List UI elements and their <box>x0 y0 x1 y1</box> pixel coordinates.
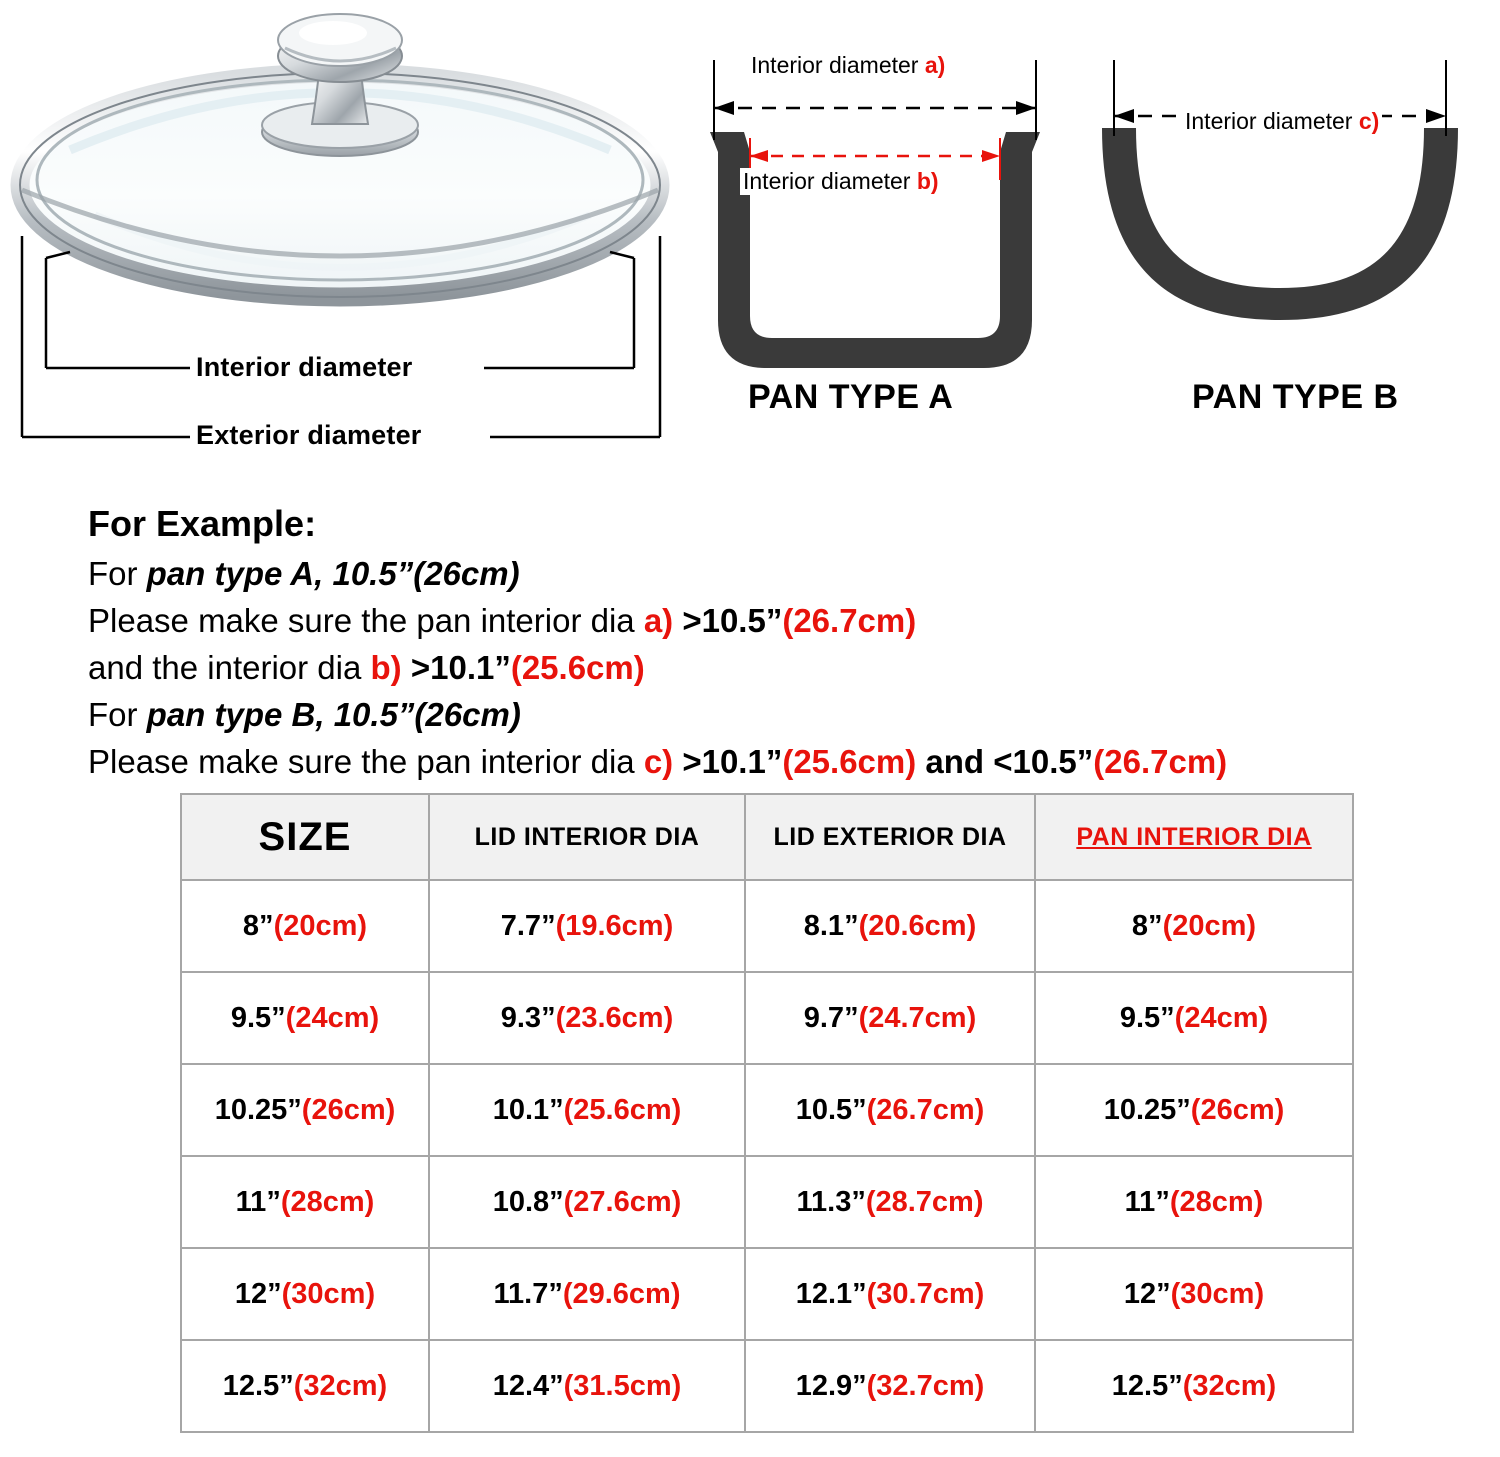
cell-lid-ext-cm: (24.7cm) <box>858 1001 977 1034</box>
pan-a-dim-a-text: Interior diameter <box>751 52 925 78</box>
cell-lid-int-in: 12.4” <box>492 1369 564 1402</box>
cell-size-in: 10.25” <box>214 1093 302 1126</box>
pan-a-dim-a-letter: a) <box>924 52 946 78</box>
example-line-5-mid-2: and <10.5” <box>916 743 1094 780</box>
cell-lid-interior <box>429 1340 745 1432</box>
cell-pan-int-in: 9.5” <box>1119 1001 1175 1034</box>
size-chart-table <box>180 793 1354 1433</box>
example-line-5 <box>88 738 1468 785</box>
table-header-pan-interior: PAN INTERIOR DIA <box>1035 794 1353 880</box>
cell-lid-int-cm: (27.6cm) <box>563 1185 682 1218</box>
cell-pan-interior <box>1035 1156 1353 1248</box>
cell-pan-interior <box>1035 1340 1353 1432</box>
table-row <box>181 1156 1353 1248</box>
example-line-2-prefix: Please make sure the pan interior dia <box>88 602 644 639</box>
cell-size-in: 12.5” <box>222 1369 294 1402</box>
cell-pan-interior <box>1035 972 1353 1064</box>
cell-pan-int-in: 8” <box>1131 909 1163 942</box>
table-header-lid-exterior: LID EXTERIOR DIA <box>745 794 1035 880</box>
pan-b-dim-c-text: Interior diameter <box>1185 108 1359 134</box>
cell-pan-interior <box>1035 1064 1353 1156</box>
cell-size-cm: (28cm) <box>280 1185 375 1218</box>
cell-size <box>181 1248 429 1340</box>
cell-lid-ext-cm: (28.7cm) <box>865 1185 984 1218</box>
table-body <box>181 880 1353 1432</box>
cell-lid-int-cm: (29.6cm) <box>562 1277 681 1310</box>
example-line-1-prefix: For <box>88 555 147 592</box>
example-line-3-prefix: and the interior dia <box>88 649 371 686</box>
cell-pan-int-in: 10.25” <box>1103 1093 1191 1126</box>
cell-lid-exterior <box>745 1156 1035 1248</box>
cell-pan-int-cm: (32cm) <box>1182 1369 1277 1402</box>
example-line-1 <box>88 550 1468 597</box>
pan-type-a-caption: PAN TYPE A <box>748 378 954 416</box>
cell-size-in: 8” <box>242 909 274 942</box>
pan-a-dim-b-letter: b) <box>916 168 939 194</box>
example-line-5-red-2: (26.7cm) <box>1093 743 1228 780</box>
table-row <box>181 1064 1353 1156</box>
cell-lid-ext-cm: (26.7cm) <box>866 1093 985 1126</box>
lid-interior-diameter-label: Interior diameter <box>190 352 418 383</box>
table-row <box>181 880 1353 972</box>
cell-lid-exterior <box>745 880 1035 972</box>
example-line-3-letter: b) <box>370 649 402 686</box>
lid-exterior-diameter-label: Exterior diameter <box>190 420 428 451</box>
cell-lid-int-in: 7.7” <box>500 909 556 942</box>
cell-lid-int-in: 11.7” <box>493 1277 563 1310</box>
pan-b-dim-c-letter: c) <box>1358 108 1380 134</box>
example-line-4 <box>88 691 1468 738</box>
cell-lid-ext-cm: (32.7cm) <box>866 1369 985 1402</box>
cell-pan-interior <box>1035 1248 1353 1340</box>
cell-pan-int-in: 12.5” <box>1111 1369 1183 1402</box>
cell-pan-int-cm: (26cm) <box>1190 1093 1285 1126</box>
cell-size <box>181 1340 429 1432</box>
cell-lid-ext-in: 8.1” <box>803 909 859 942</box>
pan-type-b-caption: PAN TYPE B <box>1192 378 1399 416</box>
example-line-3 <box>88 644 1468 691</box>
example-line-5-red-1: (25.6cm) <box>782 743 917 780</box>
cell-pan-int-cm: (30cm) <box>1170 1277 1265 1310</box>
example-line-3-red: (25.6cm) <box>510 649 645 686</box>
cell-pan-interior <box>1035 880 1353 972</box>
cell-size <box>181 1064 429 1156</box>
cell-pan-int-cm: (28cm) <box>1169 1185 1264 1218</box>
cell-pan-int-in: 11” <box>1124 1185 1170 1218</box>
cell-size <box>181 1156 429 1248</box>
cell-size-cm: (30cm) <box>281 1277 376 1310</box>
cell-lid-ext-in: 9.7” <box>803 1001 859 1034</box>
cell-lid-int-cm: (25.6cm) <box>563 1093 682 1126</box>
cell-lid-interior <box>429 1156 745 1248</box>
lid-drawing <box>0 0 690 470</box>
cell-lid-int-in: 10.1” <box>492 1093 564 1126</box>
diagram-area <box>0 0 1500 480</box>
cell-lid-int-cm: (31.5cm) <box>563 1369 682 1402</box>
table-header <box>181 794 1353 880</box>
cell-pan-int-cm: (20cm) <box>1162 909 1257 942</box>
pan-a-dimension-b-label <box>740 168 942 195</box>
cell-lid-exterior <box>745 1064 1035 1156</box>
pan-a-dim-b-text: Interior diameter <box>743 168 917 194</box>
example-line-4-emphasis: pan type B, 10.5”(26cm) <box>146 696 521 733</box>
cell-size-in: 12” <box>234 1277 282 1310</box>
cell-size <box>181 972 429 1064</box>
cell-lid-exterior <box>745 1340 1035 1432</box>
example-title: For Example: <box>88 503 317 544</box>
cell-lid-exterior <box>745 1248 1035 1340</box>
table-row <box>181 1340 1353 1432</box>
cell-lid-ext-in: 12.9” <box>795 1369 867 1402</box>
example-line-2-letter: a) <box>643 602 674 639</box>
cell-size-cm: (24cm) <box>285 1001 380 1034</box>
table-header-size: SIZE <box>181 794 429 880</box>
cell-lid-exterior <box>745 972 1035 1064</box>
table-row <box>181 972 1353 1064</box>
cell-lid-int-cm: (23.6cm) <box>555 1001 674 1034</box>
example-line-1-emphasis: pan type A, 10.5”(26cm) <box>146 555 520 592</box>
cell-lid-ext-in: 10.5” <box>795 1093 867 1126</box>
cell-size-in: 11” <box>235 1185 281 1218</box>
cell-size-cm: (20cm) <box>273 909 368 942</box>
cell-lid-interior <box>429 1064 745 1156</box>
example-line-3-mid: >10.1” <box>401 649 511 686</box>
pan-a-dimension-a-label <box>748 52 948 79</box>
table-row <box>181 1248 1353 1340</box>
cell-lid-ext-in: 12.1” <box>795 1277 867 1310</box>
example-line-5-letter: c) <box>643 743 674 780</box>
cell-size <box>181 880 429 972</box>
table-header-row <box>181 794 1353 880</box>
example-text-block <box>88 498 1468 785</box>
example-line-2-red: (26.7cm) <box>782 602 917 639</box>
cell-lid-interior <box>429 880 745 972</box>
cell-lid-int-in: 10.8” <box>492 1185 564 1218</box>
cell-lid-interior <box>429 1248 745 1340</box>
cell-lid-int-cm: (19.6cm) <box>555 909 674 942</box>
cell-size-cm: (32cm) <box>293 1369 388 1402</box>
cell-pan-int-in: 12” <box>1123 1277 1171 1310</box>
table-header-lid-interior: LID INTERIOR DIA <box>429 794 745 880</box>
cell-lid-ext-in: 11.3” <box>796 1185 866 1218</box>
cell-lid-interior <box>429 972 745 1064</box>
cell-size-in: 9.5” <box>230 1001 286 1034</box>
cell-lid-int-in: 9.3” <box>500 1001 556 1034</box>
example-line-2 <box>88 597 1468 644</box>
example-line-5-prefix: Please make sure the pan interior dia <box>88 743 644 780</box>
example-line-4-prefix: For <box>88 696 147 733</box>
cell-lid-ext-cm: (20.6cm) <box>858 909 977 942</box>
lid-illustration <box>0 0 690 470</box>
example-line-5-mid: >10.1” <box>673 743 783 780</box>
pan-b-dimension-c-label <box>1182 108 1382 135</box>
example-line-2-mid: >10.5” <box>673 602 783 639</box>
cell-lid-ext-cm: (30.7cm) <box>866 1277 985 1310</box>
cell-pan-int-cm: (24cm) <box>1174 1001 1269 1034</box>
cell-size-cm: (26cm) <box>301 1093 396 1126</box>
